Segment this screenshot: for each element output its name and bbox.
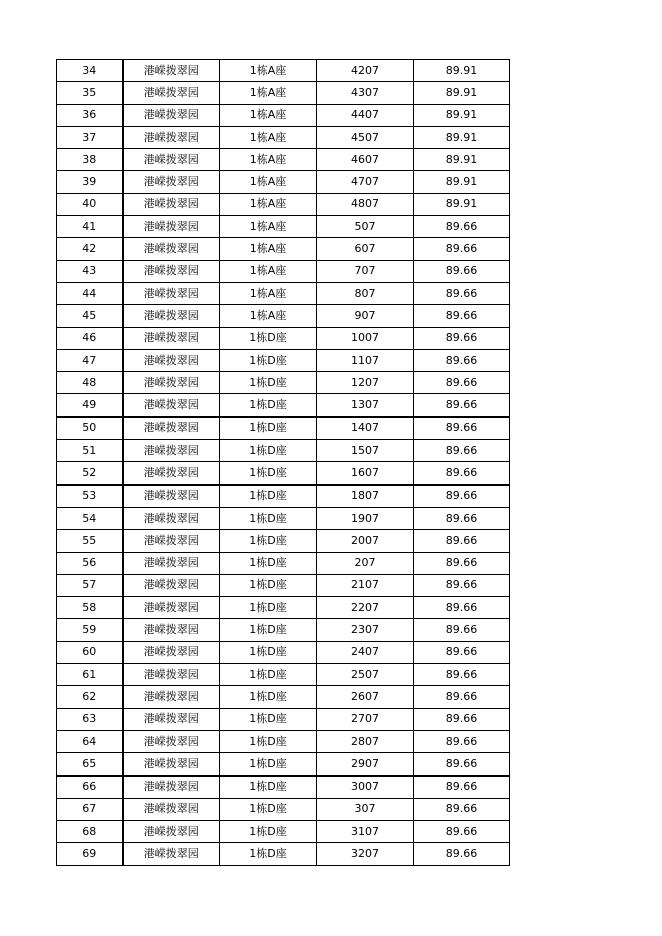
unit-number-cell: 3107 [317, 821, 414, 843]
floor-area-cell: 89.66 [414, 417, 510, 440]
table-row [57, 641, 510, 663]
floor-area-cell: 89.66 [414, 372, 510, 394]
building-cell: 1栋D座 [220, 798, 317, 820]
row-number-cell: 57 [57, 574, 123, 596]
project-name-cell: 港嵘拨翠园 [123, 440, 220, 462]
row-number-cell: 58 [57, 597, 123, 619]
spreadsheet-page [56, 59, 509, 866]
project-name-cell: 港嵘拨翠园 [123, 708, 220, 730]
row-number-cell: 55 [57, 530, 123, 552]
floor-area-cell: 89.66 [414, 574, 510, 596]
floor-area-cell: 89.66 [414, 349, 510, 371]
unit-number-cell: 2107 [317, 574, 414, 596]
project-name-cell: 港嵘拨翠园 [123, 776, 220, 799]
table-row [57, 776, 510, 799]
table-row [57, 798, 510, 820]
floor-area-cell: 89.91 [414, 82, 510, 104]
unit-number-cell: 3007 [317, 776, 414, 799]
row-number-cell: 41 [57, 216, 123, 238]
unit-number-cell: 2607 [317, 686, 414, 708]
building-cell: 1栋D座 [220, 327, 317, 349]
row-number-cell: 36 [57, 104, 123, 126]
building-cell: 1栋A座 [220, 282, 317, 304]
table-row [57, 171, 510, 193]
table-row [57, 597, 510, 619]
floor-area-cell: 89.91 [414, 171, 510, 193]
table-row [57, 664, 510, 686]
project-name-cell: 港嵘拨翠园 [123, 193, 220, 215]
table-row [57, 552, 510, 574]
unit-number-cell: 2807 [317, 730, 414, 752]
building-cell: 1栋A座 [220, 216, 317, 238]
project-name-cell: 港嵘拨翠园 [123, 798, 220, 820]
unit-number-cell: 1607 [317, 462, 414, 485]
building-cell: 1栋D座 [220, 686, 317, 708]
building-cell: 1栋D座 [220, 507, 317, 529]
unit-number-cell: 1407 [317, 417, 414, 440]
floor-area-cell: 89.66 [414, 440, 510, 462]
row-number-cell: 42 [57, 238, 123, 260]
project-name-cell: 港嵘拨翠园 [123, 664, 220, 686]
row-number-cell: 47 [57, 349, 123, 371]
unit-number-cell: 4407 [317, 104, 414, 126]
row-number-cell: 67 [57, 798, 123, 820]
building-cell: 1栋A座 [220, 126, 317, 148]
project-name-cell: 港嵘拨翠园 [123, 238, 220, 260]
project-name-cell: 港嵘拨翠园 [123, 686, 220, 708]
unit-number-cell: 4307 [317, 82, 414, 104]
building-cell: 1栋D座 [220, 574, 317, 596]
table-row [57, 530, 510, 552]
unit-number-cell: 807 [317, 282, 414, 304]
unit-number-cell: 907 [317, 305, 414, 327]
floor-area-cell: 89.66 [414, 238, 510, 260]
building-cell: 1栋D座 [220, 485, 317, 508]
building-cell: 1栋D座 [220, 440, 317, 462]
project-name-cell: 港嵘拨翠园 [123, 485, 220, 508]
unit-number-cell: 1207 [317, 372, 414, 394]
building-cell: 1栋D座 [220, 530, 317, 552]
project-name-cell: 港嵘拨翠园 [123, 597, 220, 619]
table-row [57, 149, 510, 171]
project-name-cell: 港嵘拨翠园 [123, 104, 220, 126]
building-cell: 1栋D座 [220, 730, 317, 752]
row-number-cell: 65 [57, 753, 123, 776]
row-number-cell: 50 [57, 417, 123, 440]
table-row [57, 821, 510, 843]
unit-number-cell: 4807 [317, 193, 414, 215]
building-cell: 1栋D座 [220, 394, 317, 417]
floor-area-cell: 89.66 [414, 730, 510, 752]
project-name-cell: 港嵘拨翠园 [123, 574, 220, 596]
building-cell: 1栋D座 [220, 417, 317, 440]
table-row [57, 619, 510, 641]
unit-number-cell: 1807 [317, 485, 414, 508]
floor-area-cell: 89.66 [414, 530, 510, 552]
building-cell: 1栋D座 [220, 753, 317, 776]
floor-area-cell: 89.91 [414, 149, 510, 171]
row-number-cell: 40 [57, 193, 123, 215]
unit-number-cell: 2207 [317, 597, 414, 619]
table-row [57, 282, 510, 304]
building-cell: 1栋D座 [220, 372, 317, 394]
project-name-cell: 港嵘拨翠园 [123, 730, 220, 752]
row-number-cell: 39 [57, 171, 123, 193]
unit-number-cell: 2707 [317, 708, 414, 730]
unit-number-cell: 2507 [317, 664, 414, 686]
project-name-cell: 港嵘拨翠园 [123, 394, 220, 417]
floor-area-cell: 89.66 [414, 507, 510, 529]
project-name-cell: 港嵘拨翠园 [123, 552, 220, 574]
table-row [57, 485, 510, 508]
row-number-cell: 62 [57, 686, 123, 708]
project-name-cell: 港嵘拨翠园 [123, 753, 220, 776]
unit-number-cell: 2307 [317, 619, 414, 641]
building-cell: 1栋A座 [220, 238, 317, 260]
row-number-cell: 44 [57, 282, 123, 304]
floor-area-cell: 89.66 [414, 664, 510, 686]
building-cell: 1栋A座 [220, 149, 317, 171]
row-number-cell: 69 [57, 843, 123, 865]
floor-area-cell: 89.66 [414, 776, 510, 799]
floor-area-cell: 89.66 [414, 686, 510, 708]
building-cell: 1栋D座 [220, 349, 317, 371]
project-name-cell: 港嵘拨翠园 [123, 126, 220, 148]
table-row [57, 260, 510, 282]
building-cell: 1栋A座 [220, 260, 317, 282]
floor-area-cell: 89.91 [414, 193, 510, 215]
building-cell: 1栋D座 [220, 664, 317, 686]
project-name-cell: 港嵘拨翠园 [123, 821, 220, 843]
row-number-cell: 63 [57, 708, 123, 730]
project-name-cell: 港嵘拨翠园 [123, 507, 220, 529]
row-number-cell: 45 [57, 305, 123, 327]
floor-area-cell: 89.66 [414, 753, 510, 776]
building-cell: 1栋A座 [220, 305, 317, 327]
table-row [57, 730, 510, 752]
row-number-cell: 60 [57, 641, 123, 663]
data-table [56, 59, 510, 866]
unit-number-cell: 2007 [317, 530, 414, 552]
table-row [57, 327, 510, 349]
project-name-cell: 港嵘拨翠园 [123, 372, 220, 394]
project-name-cell: 港嵘拨翠园 [123, 149, 220, 171]
table-row [57, 394, 510, 417]
building-cell: 1栋A座 [220, 104, 317, 126]
row-number-cell: 38 [57, 149, 123, 171]
table-row [57, 574, 510, 596]
floor-area-cell: 89.66 [414, 282, 510, 304]
table-row [57, 216, 510, 238]
table-row [57, 372, 510, 394]
row-number-cell: 46 [57, 327, 123, 349]
table-row [57, 349, 510, 371]
row-number-cell: 37 [57, 126, 123, 148]
row-number-cell: 49 [57, 394, 123, 417]
row-number-cell: 59 [57, 619, 123, 641]
row-number-cell: 61 [57, 664, 123, 686]
row-number-cell: 56 [57, 552, 123, 574]
floor-area-cell: 89.66 [414, 462, 510, 485]
floor-area-cell: 89.66 [414, 821, 510, 843]
row-number-cell: 34 [57, 60, 123, 82]
floor-area-cell: 89.66 [414, 260, 510, 282]
table-row [57, 708, 510, 730]
floor-area-cell: 89.91 [414, 104, 510, 126]
building-cell: 1栋D座 [220, 821, 317, 843]
project-name-cell: 港嵘拨翠园 [123, 462, 220, 485]
floor-area-cell: 89.66 [414, 843, 510, 865]
project-name-cell: 港嵘拨翠园 [123, 282, 220, 304]
project-name-cell: 港嵘拨翠园 [123, 171, 220, 193]
unit-number-cell: 1907 [317, 507, 414, 529]
project-name-cell: 港嵘拨翠园 [123, 417, 220, 440]
table-row [57, 104, 510, 126]
unit-number-cell: 2907 [317, 753, 414, 776]
project-name-cell: 港嵘拨翠园 [123, 843, 220, 865]
row-number-cell: 52 [57, 462, 123, 485]
row-number-cell: 43 [57, 260, 123, 282]
building-cell: 1栋D座 [220, 641, 317, 663]
row-number-cell: 48 [57, 372, 123, 394]
building-cell: 1栋D座 [220, 619, 317, 641]
building-cell: 1栋D座 [220, 597, 317, 619]
table-row [57, 305, 510, 327]
building-cell: 1栋D座 [220, 708, 317, 730]
floor-area-cell: 89.66 [414, 552, 510, 574]
table-row [57, 238, 510, 260]
floor-area-cell: 89.66 [414, 798, 510, 820]
unit-number-cell: 4707 [317, 171, 414, 193]
project-name-cell: 港嵘拨翠园 [123, 530, 220, 552]
project-name-cell: 港嵘拨翠园 [123, 82, 220, 104]
floor-area-cell: 89.66 [414, 305, 510, 327]
row-number-cell: 68 [57, 821, 123, 843]
row-number-cell: 64 [57, 730, 123, 752]
floor-area-cell: 89.66 [414, 327, 510, 349]
building-cell: 1栋D座 [220, 552, 317, 574]
unit-number-cell: 1007 [317, 327, 414, 349]
floor-area-cell: 89.66 [414, 394, 510, 417]
floor-area-cell: 89.91 [414, 60, 510, 82]
table-row [57, 440, 510, 462]
table-row [57, 126, 510, 148]
row-number-cell: 35 [57, 82, 123, 104]
unit-number-cell: 307 [317, 798, 414, 820]
table-row [57, 193, 510, 215]
table-row [57, 82, 510, 104]
building-cell: 1栋A座 [220, 60, 317, 82]
unit-number-cell: 207 [317, 552, 414, 574]
floor-area-cell: 89.66 [414, 597, 510, 619]
row-number-cell: 66 [57, 776, 123, 799]
table-row [57, 417, 510, 440]
row-number-cell: 51 [57, 440, 123, 462]
unit-number-cell: 4207 [317, 60, 414, 82]
project-name-cell: 港嵘拨翠园 [123, 216, 220, 238]
unit-number-cell: 1507 [317, 440, 414, 462]
row-number-cell: 54 [57, 507, 123, 529]
project-name-cell: 港嵘拨翠园 [123, 327, 220, 349]
table-body [57, 60, 510, 866]
project-name-cell: 港嵘拨翠园 [123, 349, 220, 371]
table-row [57, 60, 510, 82]
unit-number-cell: 3207 [317, 843, 414, 865]
floor-area-cell: 89.66 [414, 216, 510, 238]
unit-number-cell: 507 [317, 216, 414, 238]
building-cell: 1栋D座 [220, 776, 317, 799]
floor-area-cell: 89.66 [414, 708, 510, 730]
floor-area-cell: 89.91 [414, 126, 510, 148]
building-cell: 1栋D座 [220, 843, 317, 865]
table-row [57, 686, 510, 708]
project-name-cell: 港嵘拨翠园 [123, 641, 220, 663]
building-cell: 1栋A座 [220, 171, 317, 193]
row-number-cell: 53 [57, 485, 123, 508]
building-cell: 1栋A座 [220, 82, 317, 104]
project-name-cell: 港嵘拨翠园 [123, 260, 220, 282]
unit-number-cell: 707 [317, 260, 414, 282]
unit-number-cell: 607 [317, 238, 414, 260]
table-row [57, 507, 510, 529]
project-name-cell: 港嵘拨翠园 [123, 619, 220, 641]
unit-number-cell: 2407 [317, 641, 414, 663]
table-row [57, 462, 510, 485]
table-row [57, 753, 510, 776]
unit-number-cell: 4507 [317, 126, 414, 148]
project-name-cell: 港嵘拨翠园 [123, 305, 220, 327]
floor-area-cell: 89.66 [414, 619, 510, 641]
project-name-cell: 港嵘拨翠园 [123, 60, 220, 82]
building-cell: 1栋D座 [220, 462, 317, 485]
floor-area-cell: 89.66 [414, 485, 510, 508]
unit-number-cell: 1107 [317, 349, 414, 371]
building-cell: 1栋A座 [220, 193, 317, 215]
table-row [57, 843, 510, 865]
unit-number-cell: 4607 [317, 149, 414, 171]
floor-area-cell: 89.66 [414, 641, 510, 663]
unit-number-cell: 1307 [317, 394, 414, 417]
